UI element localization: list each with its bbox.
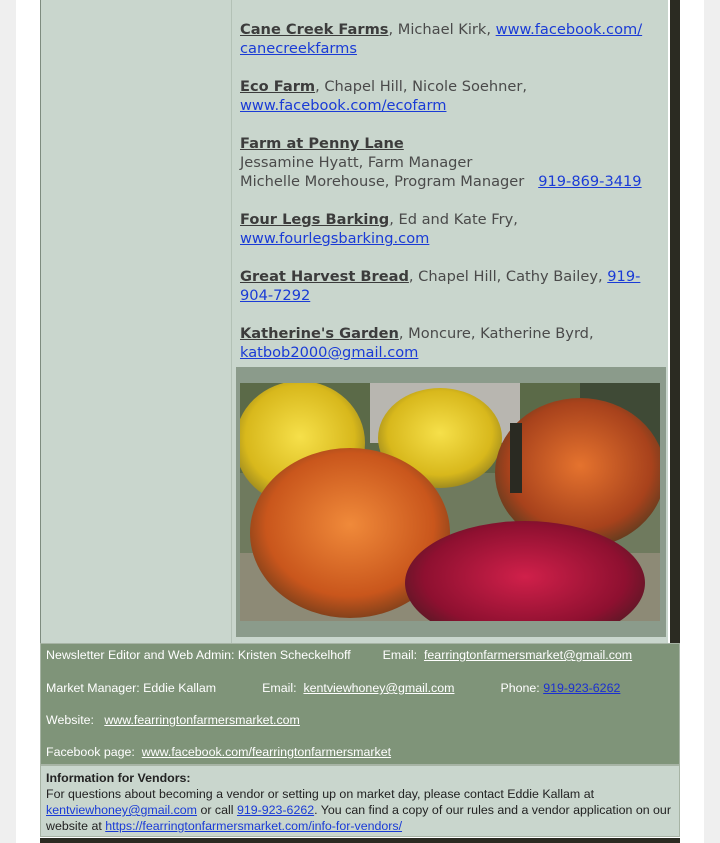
vendor-link[interactable]: katbob2000@gmail.com (240, 344, 419, 361)
website-link[interactable]: www.fearringtonfarmersmarket.com (104, 713, 300, 727)
right-border-strip (670, 0, 680, 643)
vendor-info-text: . You can find a copy of our rules and a vendor application on our website at (46, 803, 671, 833)
vendor-name: Eco Farm (240, 78, 316, 95)
manager-email-link[interactable]: kentviewhoney@gmail.com (303, 681, 455, 695)
vendor-info-email-link[interactable]: kentviewhoney@gmail.com (46, 803, 198, 817)
vendor-details: , Moncure, Katherine Byrd, (398, 325, 594, 342)
vendor-list (240, 20, 665, 381)
vendor-details: , Chapel Hill, Cathy Bailey, (408, 268, 608, 285)
footer-editor-row (46, 648, 632, 662)
vendor-entry-great-harvest (240, 267, 665, 305)
facebook-link[interactable]: www.facebook.com/fearringtonfarmersmarket (141, 745, 392, 759)
vendor-entry-four-legs (240, 210, 665, 248)
vendor-phone-link[interactable]: 919-869-3419 (538, 173, 642, 190)
vendor-list-column (232, 0, 668, 643)
page-margin-right (704, 0, 720, 843)
footer-website-row (46, 713, 300, 727)
vendor-info-box (40, 765, 680, 837)
editor-email-link[interactable]: fearringtonfarmersmarket@gmail.com (423, 648, 633, 662)
editor-label: Newsletter Editor and Web Admin: Kristen Scheckelhoff (46, 648, 351, 662)
vendor-entry-cane-creek (240, 20, 665, 58)
page-margin-left (0, 0, 16, 843)
vendor-details: , Ed and Kate Fry, (389, 211, 518, 228)
newsletter-footer (40, 643, 680, 765)
photo-frame (236, 367, 666, 637)
mums-photo (240, 383, 660, 621)
vendor-details: , Michael Kirk, (388, 21, 496, 38)
footer-manager-row (46, 681, 620, 695)
vendor-info-url-link[interactable]: https://fearringtonfarmersmarket.com/info-for-vendors/ (105, 819, 403, 833)
manager-phone-link[interactable]: 919-923-6262 (543, 681, 621, 695)
vendor-contact-line: Jessamine Hyatt, Farm Manager (240, 154, 473, 171)
chrysanthemums-image (240, 383, 660, 621)
vendor-name: Katherine's Garden (240, 325, 399, 342)
vendor-info-text: For questions about becoming a vendor or setting up on market day, please contact Eddie Kallam at (46, 787, 595, 801)
vendor-link[interactable]: www.facebook.com/ canecreekfarms (240, 21, 643, 57)
vendor-name: Cane Creek Farms (240, 21, 389, 38)
vendor-link[interactable]: www.facebook.com/ecofarm (240, 97, 447, 114)
vendor-details: , Chapel Hill, Nicole Soehner, (315, 78, 527, 95)
manager-email-label: Email: (262, 681, 297, 695)
vendor-entry-eco-farm (240, 77, 665, 115)
website-label: Website: (46, 713, 94, 727)
left-sidebar-column (40, 0, 232, 643)
vendor-name: Farm at Penny Lane (240, 135, 404, 152)
vendor-name: Great Harvest Bread (240, 268, 409, 285)
editor-email-label: Email: (382, 648, 418, 662)
manager-label: Market Manager: Eddie Kallam (46, 681, 217, 695)
vendor-entry-katherines-garden (240, 324, 665, 362)
vendor-contact-line: Michelle Morehouse, Program Manager (240, 173, 525, 190)
facebook-label: Facebook page: (46, 745, 135, 759)
vendor-info-text: or call (197, 803, 237, 817)
vendor-link[interactable]: www.fourlegsbarking.com (240, 230, 430, 247)
vendor-entry-penny-lane (240, 134, 665, 191)
manager-phone-label: Phone: (500, 681, 540, 695)
vendor-info-phone-link[interactable]: 919-923-6262 (236, 803, 315, 817)
footer-facebook-row (46, 745, 391, 759)
vendor-phone-link[interactable]: 919-904-7292 (240, 268, 641, 304)
vendor-name: Four Legs Barking (240, 211, 390, 228)
bottom-border-strip (40, 838, 680, 843)
vendor-info-title: Information for Vendors: (46, 771, 191, 785)
newsletter-body (40, 0, 680, 843)
